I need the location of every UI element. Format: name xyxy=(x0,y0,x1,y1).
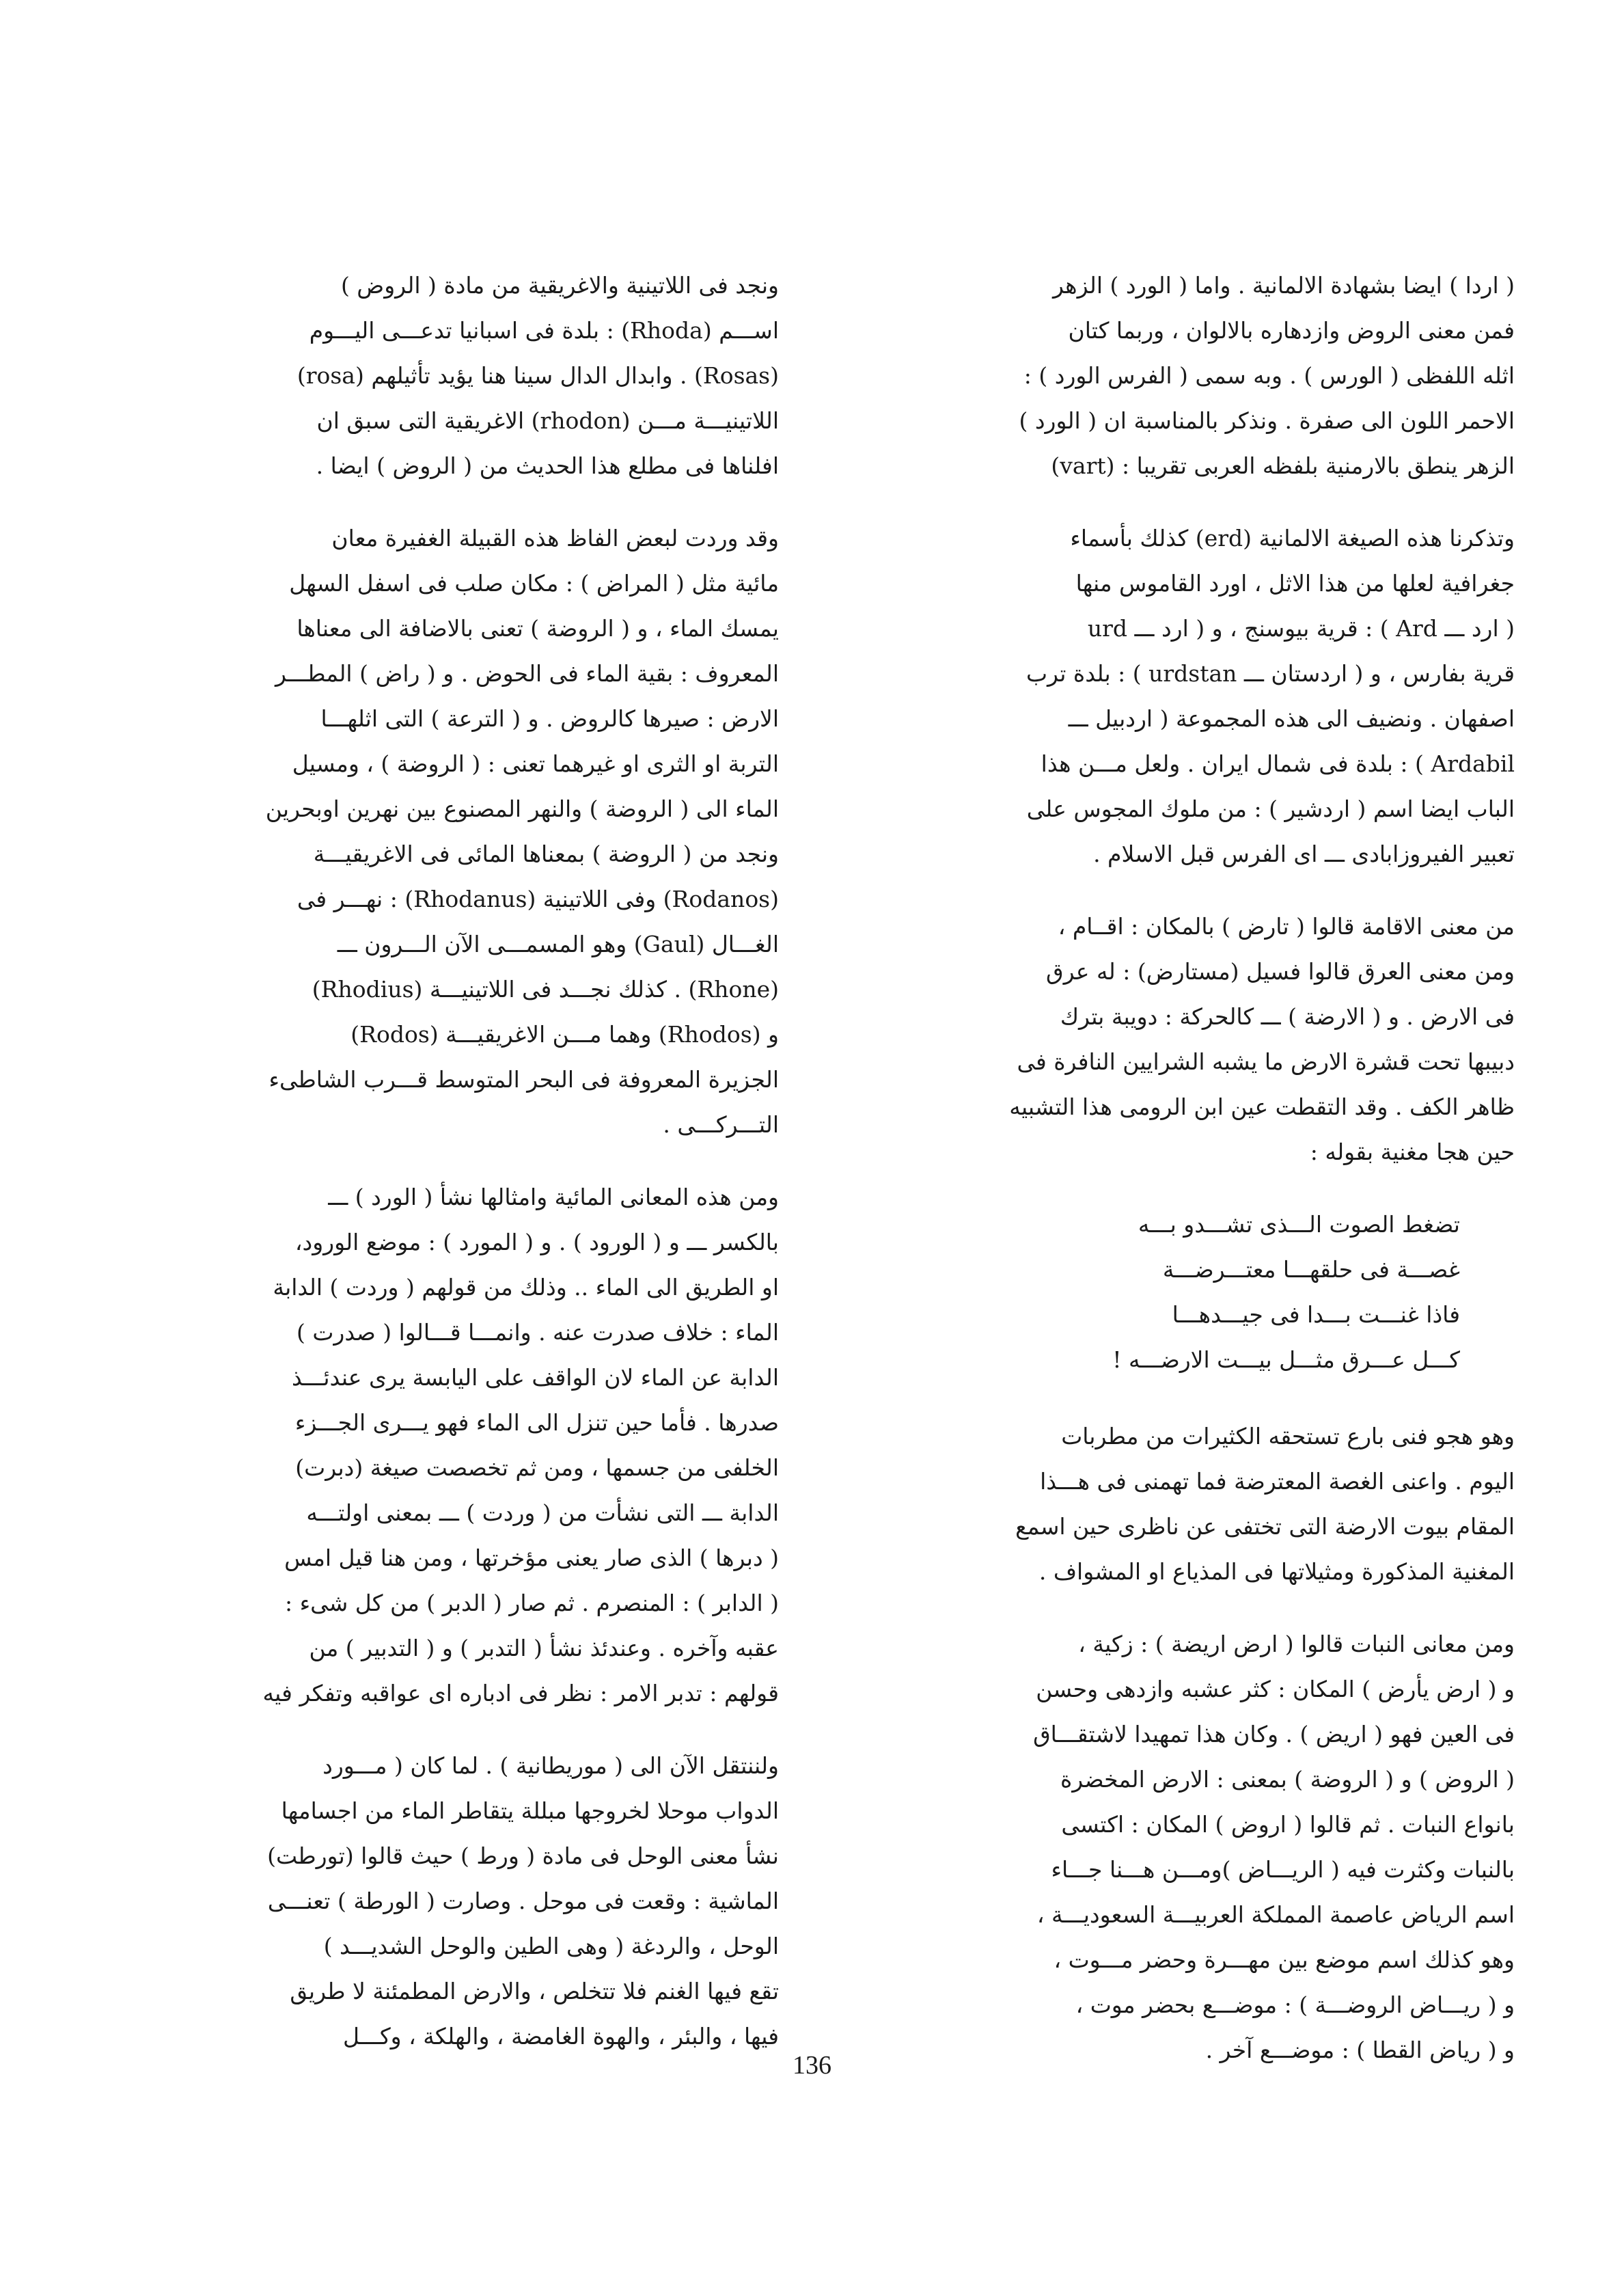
text-line: ومن معنى العرق قالوا فسيل (مستارض) : له عرق xyxy=(1045,958,1515,985)
text-line: (Rosas) . وابدال الدال سينا هنا يؤيد تأثيلهم (rosa) xyxy=(297,362,779,389)
text-line: ومن معانى النبات قالوا ( ارض اريضة ) : زكية ، xyxy=(1078,1631,1515,1657)
text-line: اسم الرياض عاصمة المملكة العربيـــة السعوديـــة ، xyxy=(1036,1901,1515,1928)
text-line: الخلفى من جسمها ، ومن ثم تخصصت صيغة (دبرت) xyxy=(295,1454,779,1481)
text-line: ومن هذه المعانى المائية وامثالها نشأ ( الورد ) ـــ xyxy=(328,1184,779,1210)
paragraph xyxy=(845,263,1515,489)
text-line: الاحمر اللون الى صفرة . ونذكر بالمناسبة ان ( الورد ) xyxy=(1019,407,1515,434)
text-line: و ( ارض يأرض ) المكان : كثر عشبه وازدهى وحسن xyxy=(1036,1676,1515,1702)
text-line: ( اردا ) ايضا بشهادة الالمانية . واما ( الورد ) الزهر xyxy=(1052,272,1515,299)
text-line: الماء : خلاف صدرت عنه . وانمـــا قـــالوا ( صدرت ) xyxy=(297,1319,779,1346)
text-line: او الطريق الى الماء .. وذلك من قولهم ( وردت ) الدابة xyxy=(273,1274,779,1301)
poem-block xyxy=(845,1202,1515,1383)
text-line: نشأ معنى الوحل فى مادة ( ورط ) حيث قالوا (تورطت) xyxy=(267,1843,779,1869)
text-line: حين هجا مغنية بقوله : xyxy=(1310,1139,1515,1165)
text-line: ( ارد ـــ Ard ) : قرية بيوسنج ، و ( ارد ـــ urd xyxy=(1087,615,1515,642)
text-line: و ( رياض القطا ) : موضـــع آخر . xyxy=(1205,2037,1515,2063)
text-line: بالنبات وكثرت فيه ( الريـــاض )ومـــن هـــنا جـــاء xyxy=(1051,1856,1515,1883)
text-line: التربة او الثرى او غيرهما تعنى : ( الروضة ) ، ومسيل xyxy=(292,750,779,777)
text-line: وتذكرنا هذه الصيغة الالمانية (erd) كذلك بأسماء xyxy=(1070,525,1515,552)
text-line: مائية مثل ( المراض ) : مكان صلب فى اسفل السهل xyxy=(289,570,779,597)
text-line: اثله اللفظى ( الورس ) . وبه سمى ( الفرس الورد ) : xyxy=(1023,362,1515,389)
paragraph xyxy=(845,516,1515,877)
text-line: اصفهان . ونضيف الى هذه المجموعة ( اردبيل ـــ xyxy=(1068,705,1515,732)
text-line: (Rodanos) وفى اللاتينية (Rhodanus) : نهـــر فى xyxy=(297,886,779,912)
text-line: ونجد فى اللاتينية والاغريقية من مادة ( الروض ) xyxy=(340,272,779,299)
text-line: تقع فيها الغنم فلا تتخلص ، والارض المطمئنة لا طريق xyxy=(290,1978,779,2004)
text-line: الدواب موحلا لخروجها مبللة يتقاطر الماء من اجسامها xyxy=(281,1797,779,1824)
text-line: يمسك الماء ، و ( الروضة ) تعنى بالاضافة الى معناها xyxy=(297,615,779,642)
text-line: افلناها فى مطلع هذا الحديث من ( الروض ) ايضا . xyxy=(316,452,779,479)
text-line: الارض : صيرها كالروض . و ( الترعة ) التى اثلهـــا xyxy=(320,705,779,732)
text-line: تعبير الفيروزابادى ـــ اى الفرس قبل الاسلام . xyxy=(1093,841,1515,867)
paragraph xyxy=(845,1414,1515,1594)
text-line: ( الدابر ) : المنصرم . ثم صار ( الدبر ) من كل شىء : xyxy=(285,1590,779,1616)
text-line: فمن معنى الروض وازدهاره بالالوان ، وربما كتان xyxy=(1068,317,1515,344)
text-line: وهو هجو فنى بارع تستحقه الكثيرات من مطربات xyxy=(1061,1423,1515,1450)
text-line: فى الارض . و ( الارضة ) ـــ كالحركة : دويبة بترك xyxy=(1060,1003,1515,1030)
text-line: و (Rhodos) وهما مـــن الاغريقيـــة (Rodos) xyxy=(350,1021,779,1048)
right-column xyxy=(845,263,1515,2100)
paragraph xyxy=(109,1175,779,1716)
text-line: من معنى الاقامة قالوا ( تارض ) بالمكان : اقــام ، xyxy=(1058,913,1515,940)
paragraph xyxy=(109,516,779,1147)
poem-line: كـــل عـــرق مثـــل بيـــت الارضـــه ! xyxy=(1112,1346,1460,1373)
text-line: المغنية المذكورة ومثيلاتها فى المذياع او المشواف . xyxy=(1038,1558,1515,1585)
text-line: ونجد من ( الروضة ) بمعناها المائى فى الاغريقيـــة xyxy=(313,841,779,867)
text-line: فى العين فهو ( اريض ) . وكان هذا تمهيدا لاشتقـــاق xyxy=(1033,1721,1515,1748)
text-line: (Rhone) . كذلك نجـــد فى اللاتينيـــة (Rhodius) xyxy=(312,976,779,1003)
text-line: عقبه وآخره . وعندئذ نشأ ( التدبر ) و ( التدبير ) من xyxy=(309,1635,779,1661)
text-line: الجزيرة المعروفة فى البحر المتوسط قـــرب الشاطىء xyxy=(269,1066,779,1093)
poem-line: تضغط الصوت الـــذى تشـــدو بـــه xyxy=(1138,1211,1460,1238)
text-line: اللاتينيـــة مـــن (rhodon) الاغريقية التى سبق ان xyxy=(316,407,779,434)
paragraph xyxy=(109,1743,779,2059)
text-line: صدرها . فأما حين تنزل الى الماء فهو يـــرى الجـــزء xyxy=(294,1409,779,1436)
paragraph xyxy=(845,1622,1515,2073)
paragraph xyxy=(845,904,1515,1175)
text-line: دبيبها تحت قشرة الارض ما يشبه الشرايين النافرة فى xyxy=(1017,1048,1515,1075)
poem-line: فاذا غنـــت بـــدا فى جيـــدهـــا xyxy=(1172,1301,1460,1328)
page-number: 136 xyxy=(793,2051,831,2080)
text-line: ظاهر الكف . وقد التقطت عين ابن الرومى هذا التشبيه xyxy=(1009,1093,1515,1120)
text-line: التـــركـــى . xyxy=(663,1111,779,1138)
text-line: ولننتقل الآن الى ( موريطانية ) . لما كان ( مـــورد xyxy=(322,1752,779,1779)
text-line: وهو كذلك اسم موضع بين مهـــرة وحضر مـــوت ، xyxy=(1054,1946,1515,1973)
text-line: الزهر ينطق بالارمنية بلفظه العربى تقريبا : (vart) xyxy=(1051,452,1515,479)
text-line: الباب ايضا اسم ( اردشير ) : من ملوك المجوس على xyxy=(1026,796,1515,822)
text-line: جغرافية لعلها من هذا الاثل ، اورد القاموس منها xyxy=(1075,570,1515,597)
text-line: الوحل ، والردغة ( وهى الطين والوحل الشديـــد ) xyxy=(323,1933,779,1959)
text-line: وقد وردت لبعض الفاظ هذه القبيلة الغفيرة معان xyxy=(331,525,779,552)
text-line: الدابة عن الماء لان الواقف على اليابسة يرى عندئـــذ xyxy=(292,1364,779,1391)
paragraph xyxy=(109,263,779,489)
text-line: و ( ريـــاض الروضـــة ) : موضـــع بحضر موت ، xyxy=(1075,1991,1515,2018)
text-line: المعروف : بقية الماء فى الحوض . و ( راض ) المطـــر xyxy=(275,660,779,687)
text-line: ( دبرها ) الذى صار يعنى مؤخرتها ، ومن هنا قيل امس xyxy=(284,1545,779,1571)
text-line: الماشية : وقعت فى موحل . وصارت ( الورطة ) تعنـــى xyxy=(267,1888,779,1914)
text-line: المقام بيوت الارضة التى تختفى عن ناظرى حين اسمع xyxy=(1015,1513,1515,1540)
text-line: اســـم (Rhoda) : بلدة فى اسبانيا تدعـــى اليـــوم xyxy=(309,317,779,344)
text-line: اليوم . واعنى الغصة المعترضة فما تهمنى فى هـــذا xyxy=(1040,1468,1515,1495)
text-line: قولهم : تدبر الامر : نظر فى ادباره اى عواقبه وتفكر فيه xyxy=(262,1680,779,1707)
left-column xyxy=(109,263,779,2086)
text-line: ( الروض ) و ( الروضة ) بمعنى : الارض المخضرة xyxy=(1060,1766,1515,1793)
text-line: Ardabil ) : بلدة فى شمال ايران . ولعل مـــن هذا xyxy=(1041,750,1515,777)
text-line: الدابة ـــ التى نشأت من ( وردت ) ـــ بمعنى اولتـــه xyxy=(306,1499,779,1526)
text-line: الماء الى ( الروضة ) والنهر المصنوع بين نهرين اوبحرين xyxy=(265,796,779,822)
poem-line: غصـــة فى حلقهـــا معتـــرضـــة xyxy=(1162,1256,1460,1283)
text-line: الغـــال (Gaul) وهو المسمـــى الآن الـــرون ـــ xyxy=(337,931,779,957)
text-line: بالكسر ـــ و ( الورود ) . و ( المورد ) : موضع الورود، xyxy=(294,1229,779,1255)
text-line: فيها ، والبئر ، والهوة الغامضة ، والهلكة ، وكـــل xyxy=(342,2023,779,2050)
text-line: قرية بفارس ، و ( اردستان ـــ urdstan ) : بلدة ترب xyxy=(1026,660,1515,687)
text-line: بانواع النبات . ثم قالوا ( اروض ) المكان : اكتسى xyxy=(1061,1811,1515,1838)
